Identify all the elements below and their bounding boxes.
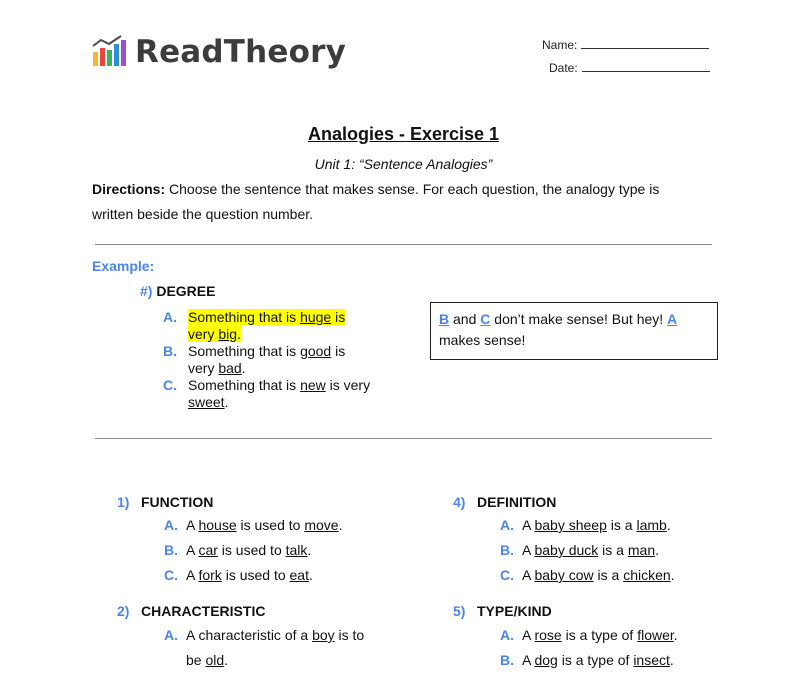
- question-type: DEFINITION: [477, 494, 557, 510]
- page-title: Analogies - Exercise 1: [307, 124, 500, 144]
- date-field: [549, 61, 710, 75]
- directions-line-1: [92, 177, 732, 202]
- example-option-b: [163, 343, 393, 377]
- option-b: B. A dog is a type of insect.: [500, 652, 674, 668]
- question-heading: [453, 494, 773, 510]
- question-heading: [117, 494, 417, 510]
- option-a: A. A rose is a type of flower.: [500, 627, 678, 643]
- question-heading: [117, 603, 417, 619]
- directions-text-1: Choose the sentence that makes sense. For each question, the analogy type is: [165, 181, 660, 197]
- option-a: A. A house is used to move.: [164, 517, 343, 533]
- option-letter: C.: [163, 377, 177, 393]
- name-line: [581, 38, 709, 49]
- directions-line-2: written beside the question number.: [92, 206, 314, 222]
- directions-label: Directions:: [92, 181, 166, 197]
- option-letter: A.: [163, 309, 177, 325]
- divider-bottom: [95, 438, 712, 439]
- directions: [92, 177, 732, 227]
- page-subtitle: Unit 1: “Sentence Analogies”: [314, 156, 493, 172]
- question-number: 1): [117, 494, 130, 510]
- question-type: TYPE/KIND: [477, 603, 552, 619]
- example-b-text-2: very bad.: [188, 360, 246, 376]
- option-a: A. A baby sheep is a lamb.: [500, 517, 671, 533]
- option-b: B. A car is used to talk.: [164, 542, 312, 558]
- example-a-text-1: Something that is huge is: [188, 309, 346, 325]
- question-type: CHARACTERISTIC: [141, 603, 266, 619]
- example-a-text-2: very big.: [188, 326, 241, 342]
- brand-logo: [91, 34, 346, 70]
- option-c: C. A fork is used to eat.: [164, 567, 313, 583]
- example-option-c: [163, 377, 393, 411]
- example-b-text-1: Something that is good is: [188, 343, 346, 359]
- name-field: [542, 38, 709, 52]
- question-1: [117, 494, 417, 592]
- example-note-line-1: B and C don’t make sense! But hey! A: [439, 311, 678, 327]
- date-line: [582, 61, 710, 72]
- option-b: B. A baby duck is a man.: [500, 542, 659, 558]
- option-a: A. A characteristic of a boy is to be old.: [164, 627, 365, 668]
- note-c: C: [480, 311, 491, 327]
- question-2: [117, 603, 417, 677]
- question-number: 5): [453, 603, 466, 619]
- example-c-text-2: sweet.: [188, 394, 229, 410]
- example-note-box: [430, 302, 718, 360]
- option-c: C. A baby cow is a chicken.: [500, 567, 675, 583]
- example-label: Example:: [92, 258, 155, 274]
- example-c-text-1: Something that is new is very: [188, 377, 371, 393]
- example-options: [163, 309, 393, 411]
- question-number: 4): [453, 494, 466, 510]
- name-label: Name:: [542, 38, 578, 52]
- example-note-line-2: makes sense!: [439, 332, 526, 348]
- note-a: A: [667, 311, 678, 327]
- brand-name: ReadTheory: [135, 34, 347, 70]
- date-label: Date:: [549, 61, 578, 75]
- question-number: 2): [117, 603, 130, 619]
- example-type: DEGREE: [156, 283, 216, 299]
- example-option-a: [163, 309, 393, 343]
- divider-top: [95, 244, 712, 245]
- question-5: [453, 603, 773, 677]
- note-b: B: [439, 311, 450, 327]
- question-type: FUNCTION: [141, 494, 214, 510]
- question-4: [453, 494, 773, 592]
- option-letter: B.: [163, 343, 177, 359]
- example-num: #): [140, 283, 153, 299]
- bar-chart-logo-icon: [91, 34, 127, 70]
- example-heading: [140, 283, 215, 299]
- question-heading: [453, 603, 773, 619]
